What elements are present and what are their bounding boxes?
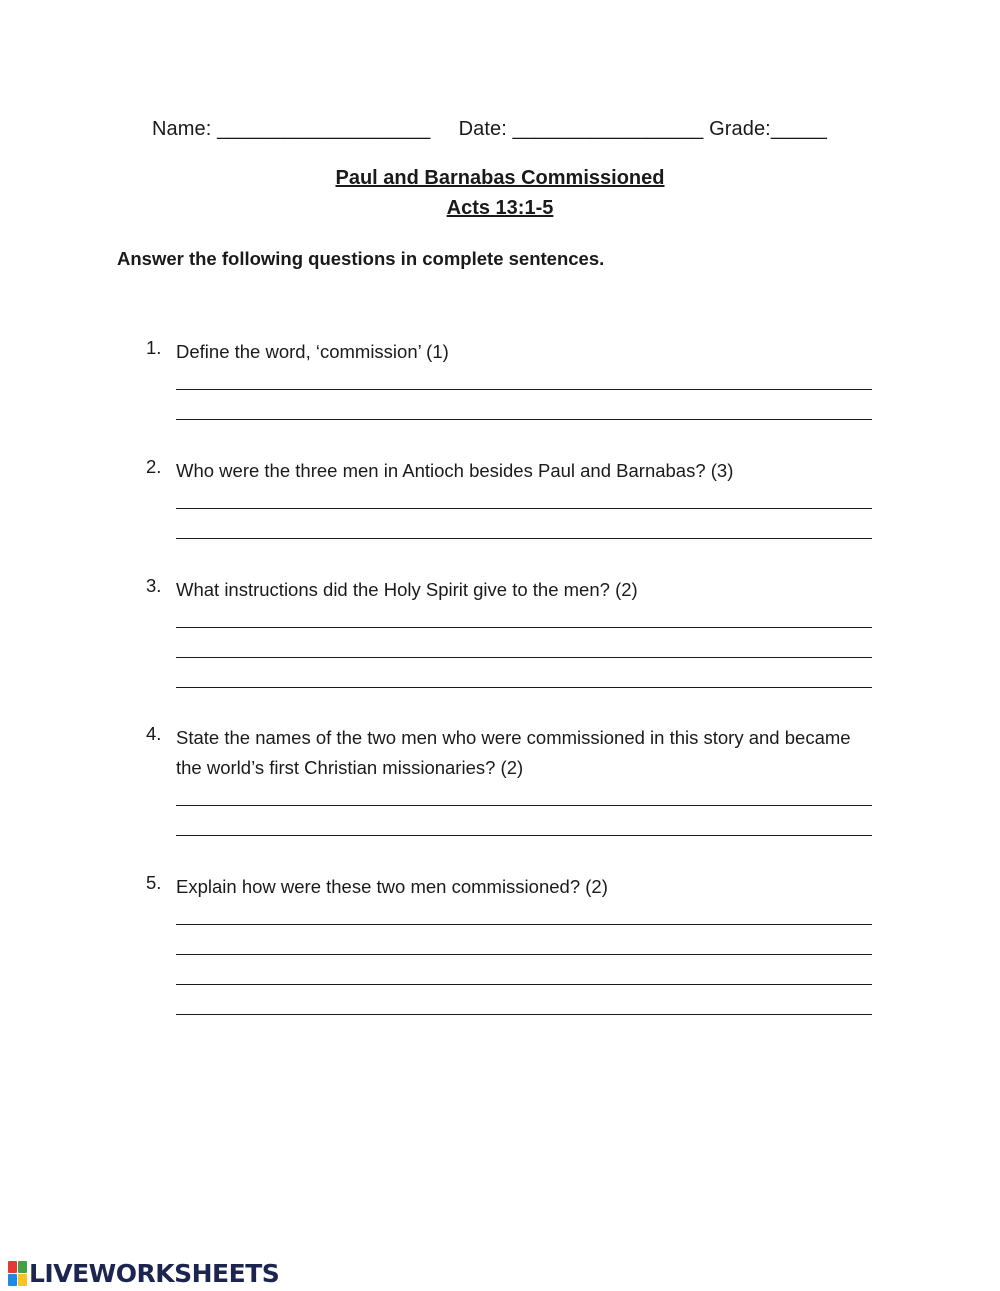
answer-line[interactable] <box>176 924 872 925</box>
scripture-reference: Acts 13:1-5 <box>446 197 554 219</box>
question-number: 2. <box>146 456 162 477</box>
grade-label: Grade: <box>709 118 771 140</box>
answer-line[interactable] <box>176 627 872 628</box>
question-text: State the names of the two men who were commissioned in this story and became the world’s first Christian missionaries? (2) <box>176 727 851 778</box>
question-number: 5. <box>146 872 162 893</box>
answer-line[interactable] <box>176 389 872 390</box>
liveworksheets-logo <box>8 1259 279 1288</box>
question-text: Who were the three men in Antioch besides Paul and Barnabas? (3) <box>176 460 734 481</box>
answer-line[interactable] <box>176 419 872 420</box>
question-text: What instructions did the Holy Spirit give to the men? (2) <box>176 579 638 600</box>
answer-line[interactable] <box>176 1014 872 1015</box>
instructions: Answer the following questions in complete sentences. <box>117 248 605 269</box>
logo-mark-icon <box>8 1261 27 1286</box>
grade-field[interactable]: _____ <box>770 118 827 140</box>
question-number: 1. <box>146 337 162 358</box>
answer-line[interactable] <box>176 508 872 509</box>
answer-line[interactable] <box>176 954 872 955</box>
answer-line[interactable] <box>176 835 872 836</box>
answer-line[interactable] <box>176 538 872 539</box>
answer-line[interactable] <box>176 657 872 658</box>
question-text: Define the word, ‘commission’ (1) <box>176 341 449 362</box>
answer-line[interactable] <box>176 984 872 985</box>
question-number: 4. <box>146 723 162 744</box>
logo-text: LIVEWORKSHEETS <box>29 1259 280 1288</box>
question-text: Explain how were these two men commissioned? (2) <box>176 876 608 897</box>
date-field[interactable]: _________________ <box>512 118 704 140</box>
name-label: Name: <box>152 118 212 140</box>
answer-line[interactable] <box>176 805 872 806</box>
name-field[interactable]: ___________________ <box>217 118 431 140</box>
date-label: Date: <box>458 118 507 140</box>
question-number: 3. <box>146 575 162 596</box>
answer-line[interactable] <box>176 687 872 688</box>
student-info-line <box>152 118 827 141</box>
worksheet-title: Paul and Barnabas Commissioned <box>335 167 665 189</box>
